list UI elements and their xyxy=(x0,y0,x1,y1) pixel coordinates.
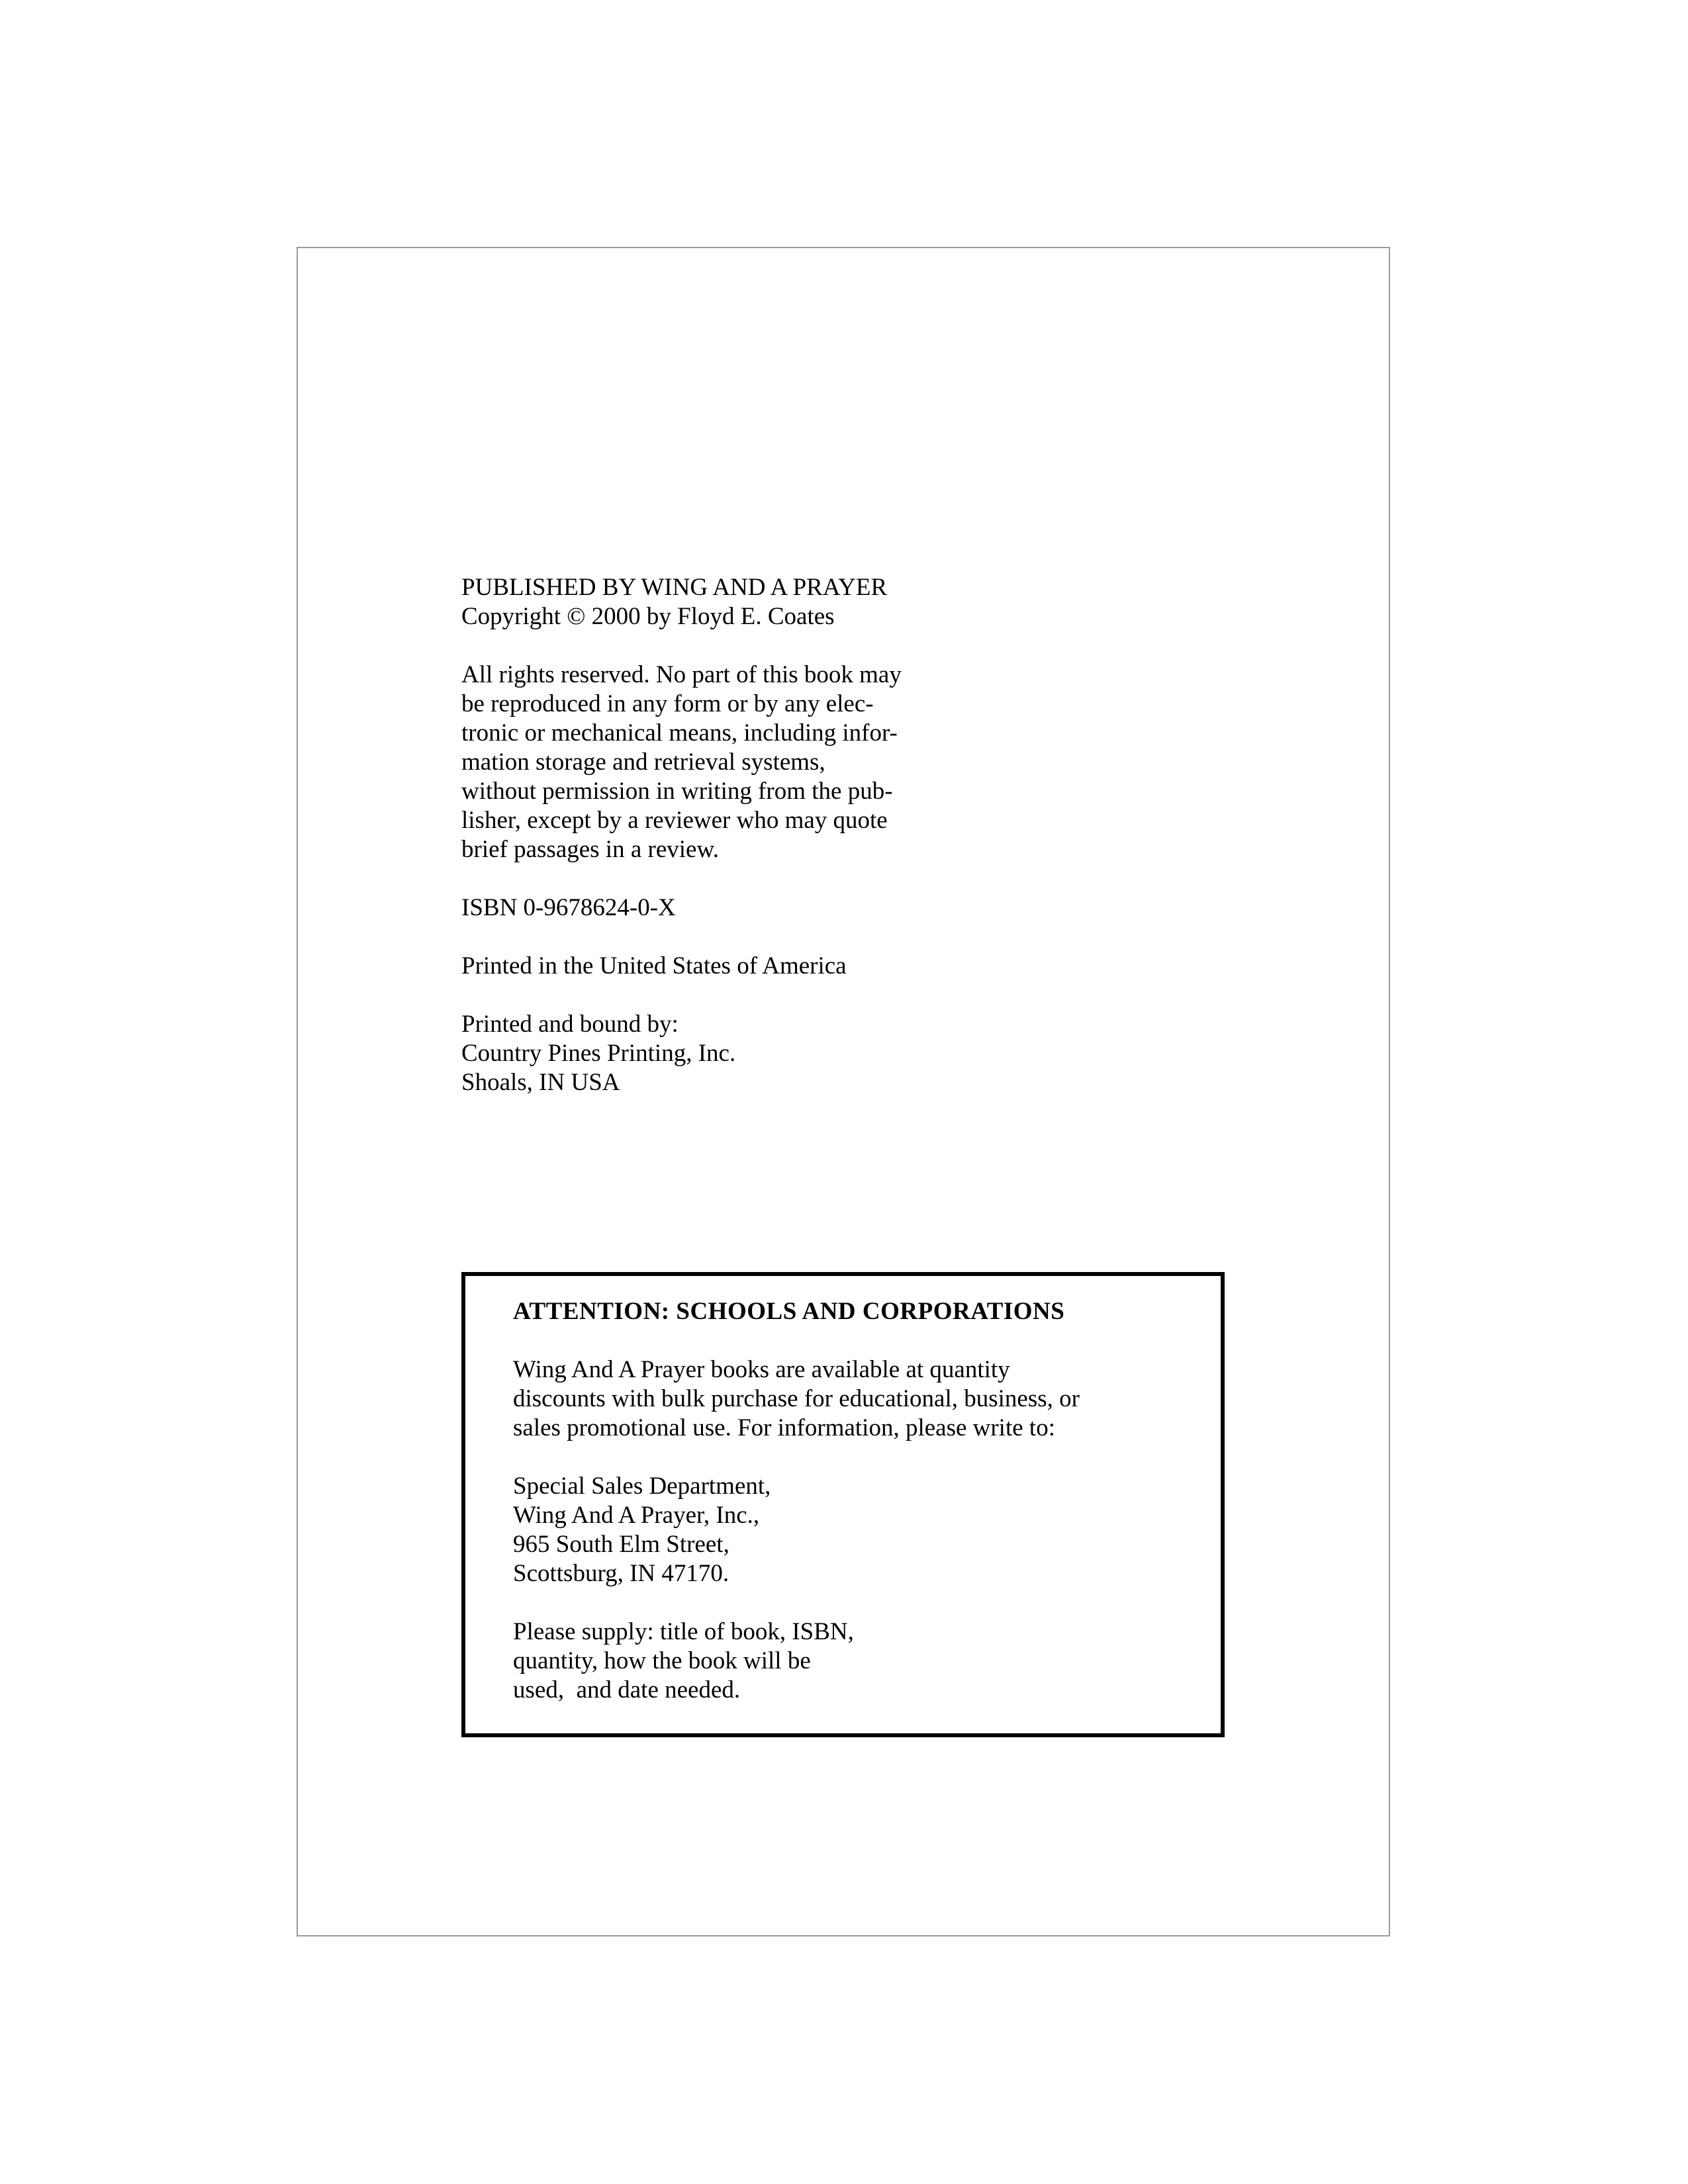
printer-location: Shoals, IN USA xyxy=(461,1069,620,1096)
attention-intro xyxy=(513,1355,1201,1443)
copyright-line: Copyright © 2000 by Floyd E. Coates xyxy=(461,603,835,630)
supply-line: used, and date needed. xyxy=(513,1676,741,1704)
rights-line: without permission in writing from the pub- xyxy=(461,778,893,805)
printer-name: Country Pines Printing, Inc. xyxy=(461,1040,736,1067)
printed-in-line: Printed in the United States of America xyxy=(461,952,847,979)
attention-box xyxy=(461,1272,1225,1737)
attention-heading: ATTENTION: SCHOOLS AND CORPORATIONS xyxy=(513,1298,1065,1325)
rights-line: brief passages in a review. xyxy=(461,836,720,863)
printer-info xyxy=(461,1010,1057,1097)
supply-instructions xyxy=(513,1617,1201,1705)
copyright-page-text xyxy=(461,573,1057,1097)
sales-address xyxy=(513,1472,1201,1588)
address-line: Wing And A Prayer, Inc., xyxy=(513,1502,760,1529)
address-line: Special Sales Department, xyxy=(513,1473,771,1500)
address-line: 965 South Elm Street, xyxy=(513,1531,729,1558)
supply-line: Please supply: title of book, ISBN, xyxy=(513,1618,854,1645)
supply-line: quantity, how the book will be xyxy=(513,1647,811,1674)
rights-line: mation storage and retrieval systems, xyxy=(461,749,825,776)
attention-intro-line: Wing And A Prayer books are available at quantity xyxy=(513,1356,1010,1383)
published-by-line: PUBLISHED BY WING AND A PRAYER xyxy=(461,574,888,601)
rights-line: All rights reserved. No part of this book may xyxy=(461,661,902,688)
rights-line: tronic or mechanical means, including infor- xyxy=(461,719,898,747)
rights-reserved-paragraph xyxy=(461,660,1057,864)
address-line: Scottsburg, IN 47170. xyxy=(513,1560,729,1587)
attention-intro-line: discounts with bulk purchase for educational, business, or xyxy=(513,1385,1080,1412)
rights-line: be reproduced in any form or by any elec- xyxy=(461,690,874,717)
isbn-line: ISBN 0-9678624-0-X xyxy=(461,894,676,921)
rights-line: lisher, except by a reviewer who may quote xyxy=(461,807,888,834)
printer-label: Printed and bound by: xyxy=(461,1011,679,1038)
attention-intro-line: sales promotional use. For information, please write to: xyxy=(513,1414,1055,1441)
